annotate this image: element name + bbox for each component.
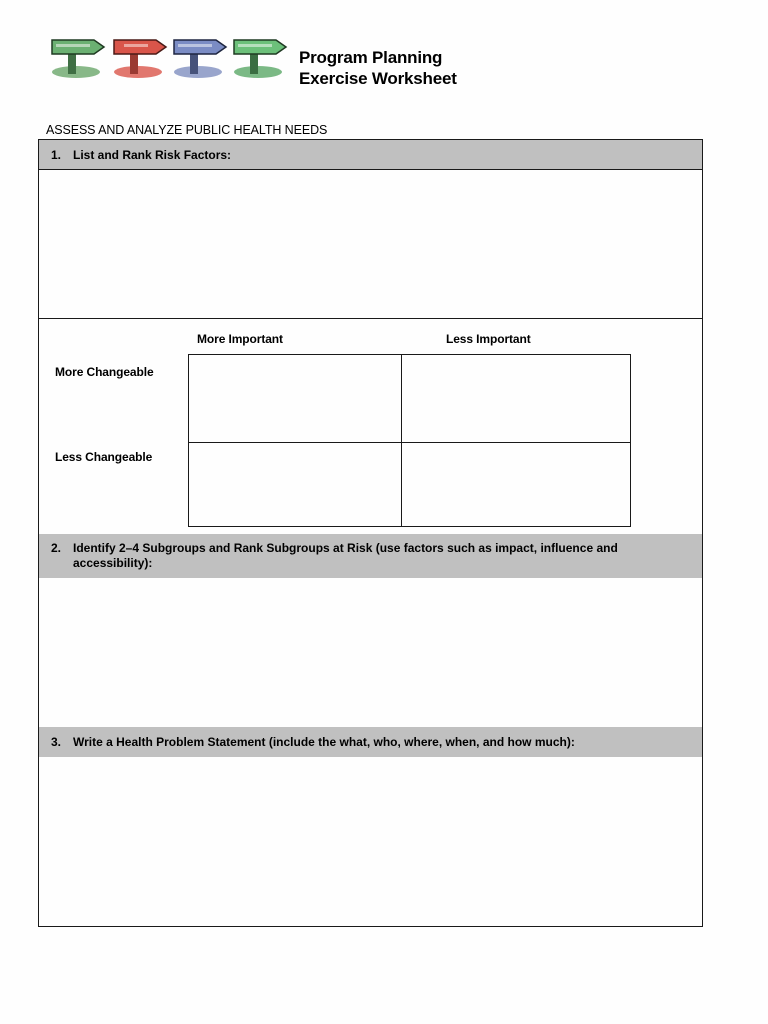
matrix-cell-less-important-less-changeable[interactable] [402,443,630,526]
signpost-icon [168,32,228,80]
step1-answer-area[interactable] [39,170,702,318]
matrix-col-more-important: More Important [197,332,283,346]
title-line2: Exercise Worksheet [299,69,457,88]
matrix-cell-more-important-less-changeable[interactable] [189,443,401,526]
title-line1: Program Planning [299,48,443,67]
step2-header [39,534,702,578]
section-heading: ASSESS AND ANALYZE PUBLIC HEALTH NEEDS [46,123,328,137]
signpost-icon [108,32,168,80]
matrix-row-less-changeable: Less Changeable [55,450,153,464]
priority-matrix [188,354,631,527]
step1-number: 1. [51,148,62,162]
step3-answer-area[interactable] [39,757,702,925]
logo-signposts [46,32,290,80]
matrix-col-less-important: Less Important [446,332,531,346]
page-title [299,47,457,89]
step1-header [39,140,702,170]
matrix-cell-less-important-more-changeable[interactable] [402,355,630,442]
step2-text: Identify 2–4 Subgroups and Rank Subgroups at Risk (use factors such as impact, influence and accessibility): [73,541,618,570]
worksheet-frame [38,139,703,927]
step3-header [39,727,702,757]
matrix-row-more-changeable: More Changeable [55,365,154,379]
step1-text: List and Rank Risk Factors: [73,148,232,162]
divider [39,318,702,319]
step2-number: 2. [51,541,62,555]
step2-answer-area[interactable] [39,578,702,727]
step3-text: Write a Health Problem Statement (include the what, who, where, when, and how much): [73,735,575,749]
matrix-cell-more-important-more-changeable[interactable] [189,355,401,442]
signpost-icon [46,32,106,80]
signpost-icon [228,32,288,80]
step3-number: 3. [51,735,62,749]
